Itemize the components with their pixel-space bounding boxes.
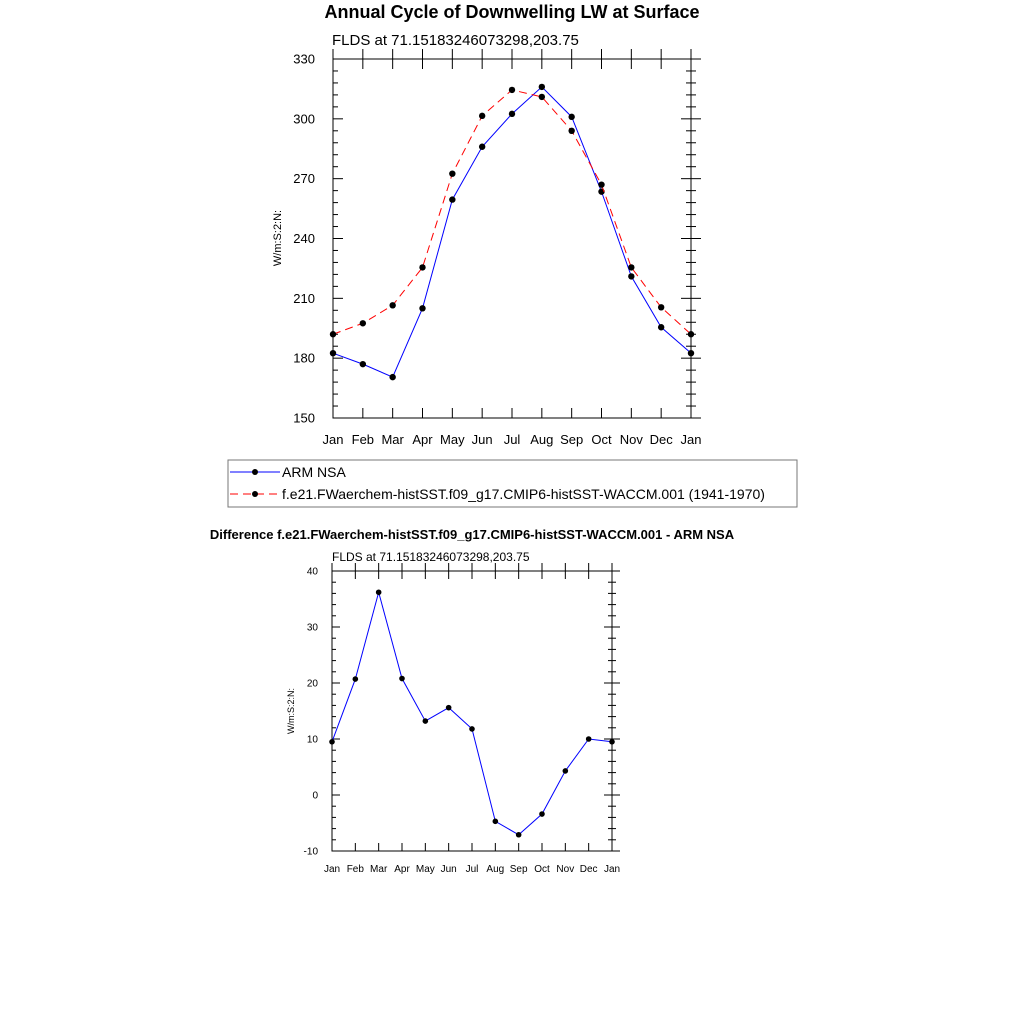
- x-tick-label: May: [440, 432, 465, 447]
- data-point: [509, 87, 515, 93]
- x-tick-label: Mar: [381, 432, 404, 447]
- data-point: [539, 811, 545, 817]
- chart1-plot-area: [293, 49, 701, 447]
- data-point: [568, 128, 574, 134]
- y-tick-label: 40: [306, 566, 318, 578]
- x-tick-label: Jan: [680, 432, 702, 447]
- data-point: [688, 350, 694, 356]
- data-point: [563, 768, 569, 774]
- data-point: [658, 304, 664, 310]
- data-point: [628, 273, 634, 279]
- x-tick-label: Nov: [619, 432, 643, 447]
- x-tick-label: Jul: [503, 432, 521, 447]
- data-point: [493, 819, 499, 825]
- x-tick-label: Aug: [486, 864, 505, 875]
- data-point: [449, 170, 455, 176]
- x-tick-label: Jan: [322, 432, 344, 447]
- data-point: [469, 726, 475, 732]
- x-tick-label: Dec: [579, 864, 598, 875]
- data-point: [609, 739, 615, 745]
- legend: [228, 460, 797, 507]
- legend-label-model: f.e21.FWaerchem-histSST.f09_g17.CMIP6-histSST-WACCM.001 (1941-1970): [282, 486, 765, 502]
- data-point: [446, 705, 452, 711]
- y-tick-label: 30: [306, 622, 318, 634]
- y-tick-label: 240: [293, 231, 315, 247]
- y-tick-label: 0: [312, 790, 318, 802]
- chart2-plot-area: [304, 563, 621, 875]
- legend-marker-model: [252, 491, 258, 497]
- data-point: [539, 94, 545, 100]
- x-tick-label: Feb: [346, 864, 364, 875]
- data-point: [360, 320, 366, 326]
- data-point: [568, 114, 574, 120]
- x-tick-label: Sep: [509, 864, 528, 875]
- data-point: [353, 676, 359, 682]
- x-tick-label: Mar: [370, 864, 388, 875]
- chart1-title: Annual Cycle of Downwelling LW at Surface: [324, 2, 700, 22]
- x-tick-label: Sep: [560, 432, 584, 447]
- data-point: [688, 331, 694, 337]
- data-point: [419, 305, 425, 311]
- data-point: [509, 111, 515, 117]
- y-tick-label: 210: [293, 290, 315, 306]
- data-point: [329, 739, 335, 745]
- legend-marker-obs: [252, 469, 258, 475]
- x-tick-label: Dec: [649, 432, 673, 447]
- data-point: [360, 361, 366, 367]
- y-tick-label: -10: [303, 846, 318, 858]
- data-point: [586, 736, 592, 742]
- data-point: [628, 264, 634, 270]
- x-tick-label: Jan: [323, 864, 341, 875]
- data-point: [423, 718, 429, 724]
- data-point: [419, 264, 425, 270]
- data-point: [449, 196, 455, 202]
- chart1-subtitle: FLDS at 71.15183246073298,203.75: [332, 32, 579, 49]
- y-tick-label: 10: [306, 734, 318, 746]
- y-tick-label: 150: [293, 410, 315, 426]
- data-point: [479, 144, 485, 150]
- data-point: [389, 302, 395, 308]
- x-tick-label: Aug: [530, 432, 554, 447]
- series-line-0: [332, 592, 612, 834]
- x-tick-label: Jan: [603, 864, 621, 875]
- y-tick-label: 300: [293, 111, 315, 127]
- data-point: [330, 331, 336, 337]
- y-tick-label: 330: [293, 51, 315, 67]
- data-point: [389, 374, 395, 380]
- x-tick-label: Jun: [440, 864, 457, 875]
- x-tick-label: Oct: [534, 864, 550, 875]
- x-tick-label: Nov: [556, 864, 575, 875]
- chart1-y-axis-label: W/m:S:2:N:: [272, 209, 284, 267]
- series-line-0: [333, 87, 691, 377]
- x-tick-label: Apr: [412, 432, 433, 447]
- legend-label-obs: ARM NSA: [282, 464, 346, 480]
- data-point: [376, 589, 382, 595]
- x-tick-label: Oct: [591, 432, 612, 447]
- x-tick-label: Feb: [351, 432, 375, 447]
- x-tick-label: Jul: [465, 864, 479, 875]
- series-line-1: [333, 90, 691, 334]
- x-tick-label: May: [415, 864, 435, 875]
- y-tick-label: 180: [293, 350, 315, 366]
- data-point: [399, 676, 405, 682]
- y-tick-label: 270: [293, 171, 315, 187]
- y-tick-label: 20: [306, 678, 318, 690]
- data-point: [598, 181, 604, 187]
- x-tick-label: Apr: [394, 864, 410, 875]
- data-point: [479, 113, 485, 119]
- data-point: [516, 832, 522, 838]
- chart2-subtitle: FLDS at 71.15183246073298,203.75: [332, 550, 530, 564]
- chart2-y-axis-label: W/m:S:2:N:: [286, 687, 296, 735]
- data-point: [330, 350, 336, 356]
- chart2-title: Difference f.e21.FWaerchem-histSST.f09_g17.CMIP6-histSST-WACCM.001 - ARM NSA: [209, 527, 735, 542]
- data-point: [539, 84, 545, 90]
- x-tick-label: Jun: [471, 432, 493, 447]
- plot-frame: [332, 571, 612, 851]
- data-point: [658, 324, 664, 330]
